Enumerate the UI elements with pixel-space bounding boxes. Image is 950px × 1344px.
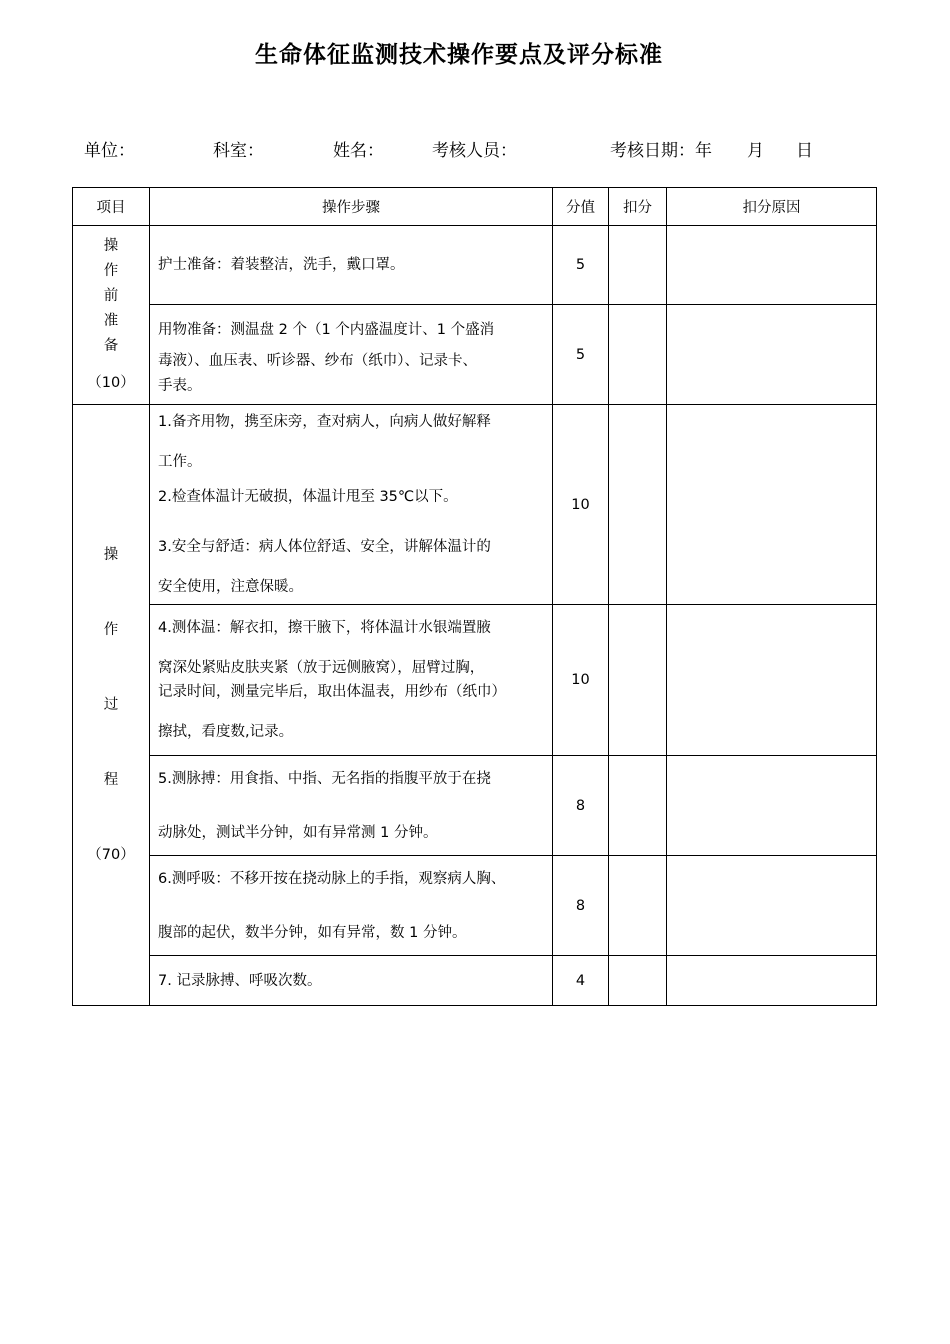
section-char: 备 — [103, 338, 119, 354]
reason-cell[interactable] — [667, 756, 877, 856]
step-line: 毒液）、血压表、听诊器、纱布（纸巾）、记录卡、 — [158, 352, 477, 369]
deduct-cell[interactable] — [609, 956, 667, 1006]
step-line: 护士准备：着装整洁，洗手，戴口罩。 — [158, 257, 405, 273]
examiner-label: 考核人员： — [432, 141, 517, 161]
deduct-cell[interactable] — [609, 226, 667, 305]
reason-cell[interactable] — [667, 405, 877, 605]
step-text — [150, 956, 553, 1006]
header-item: 项目 — [73, 188, 150, 226]
section-char: 操 — [103, 238, 119, 254]
deduct-cell[interactable] — [609, 605, 667, 756]
step-line: 5.测脉搏：用食指、中指、无名指的指腹平放于在挠 — [158, 770, 491, 787]
score-value: 10 — [553, 605, 609, 756]
score-table — [72, 187, 877, 1006]
step-line: 2.检查体温计无破损，体温计甩至 35℃以下。 — [158, 489, 458, 505]
table-row — [73, 756, 877, 856]
step-line: 3.安全与舒适：病人体位舒适、安全，讲解体温计的 — [158, 539, 491, 555]
section-score: （70） — [87, 846, 135, 863]
dept-label: 科室： — [213, 141, 264, 161]
step-line: 用物准备：测温盘 2 个（1 个内盛温度计、1 个盛消 — [158, 321, 495, 338]
step-text — [150, 305, 553, 405]
step-line: 擦拭，看度数,记录。 — [158, 724, 294, 740]
unit-label: 单位： — [84, 141, 135, 161]
section-char: 作 — [103, 263, 119, 279]
step-text — [150, 856, 553, 956]
reason-cell[interactable] — [667, 305, 877, 405]
step-line: 1.备齐用物，携至床旁，查对病人，向病人做好解释 — [158, 414, 491, 430]
date-label: 考核日期：年 — [610, 141, 712, 161]
section-char: 过 — [103, 696, 119, 713]
step-line: 4.测体温：解衣扣，擦干腋下，将体温计水银端置腋 — [158, 620, 491, 636]
step-line: 6.测呼吸：不移开按在挠动脉上的手指，观察病人胸、 — [158, 870, 506, 887]
score-value: 4 — [553, 956, 609, 1006]
section-char: 前 — [103, 288, 119, 304]
step-text — [150, 226, 553, 305]
page-title: 生命体征监测技术操作要点及评分标准 — [255, 42, 663, 68]
step-line: 动脉处，测试半分钟，如有异常测 1 分钟。 — [158, 824, 438, 841]
header-row — [73, 188, 877, 226]
header-steps: 操作步骤 — [150, 188, 553, 226]
deduct-cell[interactable] — [609, 856, 667, 956]
name-label: 姓名： — [333, 141, 384, 161]
reason-cell[interactable] — [667, 956, 877, 1006]
step-text — [150, 756, 553, 856]
score-value: 8 — [553, 856, 609, 956]
reason-cell[interactable] — [667, 605, 877, 756]
section-char: 程 — [103, 771, 119, 788]
step-text — [150, 605, 553, 756]
table-row — [73, 305, 877, 405]
score-value: 10 — [553, 405, 609, 605]
deduct-cell[interactable] — [609, 756, 667, 856]
step-line: 腹部的起伏，数半分钟，如有异常，数 1 分钟。 — [158, 924, 467, 941]
section-score: （10） — [87, 375, 135, 391]
step-line: 手表。 — [158, 377, 202, 394]
deduct-cell[interactable] — [609, 405, 667, 605]
score-value: 5 — [553, 305, 609, 405]
section-char: 操 — [103, 546, 119, 563]
header-score: 分值 — [553, 188, 609, 226]
month-label: 月 — [747, 141, 764, 161]
table-row — [73, 405, 877, 605]
table-row — [73, 856, 877, 956]
table-row — [73, 956, 877, 1006]
score-value: 8 — [553, 756, 609, 856]
header-deduct: 扣分 — [609, 188, 667, 226]
score-value: 5 — [553, 226, 609, 305]
step-line: 7. 记录脉搏、呼吸次数。 — [158, 972, 322, 989]
day-label: 日 — [796, 141, 813, 161]
table-row — [73, 226, 877, 305]
reason-cell[interactable] — [667, 226, 877, 305]
step-line: 窝深处紧贴皮肤夹紧（放于远侧腋窝），屈臂过胸， — [158, 660, 485, 676]
step-text — [150, 405, 553, 605]
header-reason: 扣分原因 — [667, 188, 877, 226]
step-line: 安全使用，注意保暖。 — [158, 579, 303, 595]
section-char: 准 — [103, 313, 119, 329]
reason-cell[interactable] — [667, 856, 877, 956]
table-row — [73, 605, 877, 756]
section-process-label — [73, 405, 150, 1006]
section-prep-label — [73, 226, 150, 405]
step-line: 记录时间，测量完毕后，取出体温表，用纱布（纸巾） — [158, 684, 506, 700]
deduct-cell[interactable] — [609, 305, 667, 405]
step-line: 工作。 — [158, 454, 202, 470]
section-char: 作 — [103, 621, 119, 638]
